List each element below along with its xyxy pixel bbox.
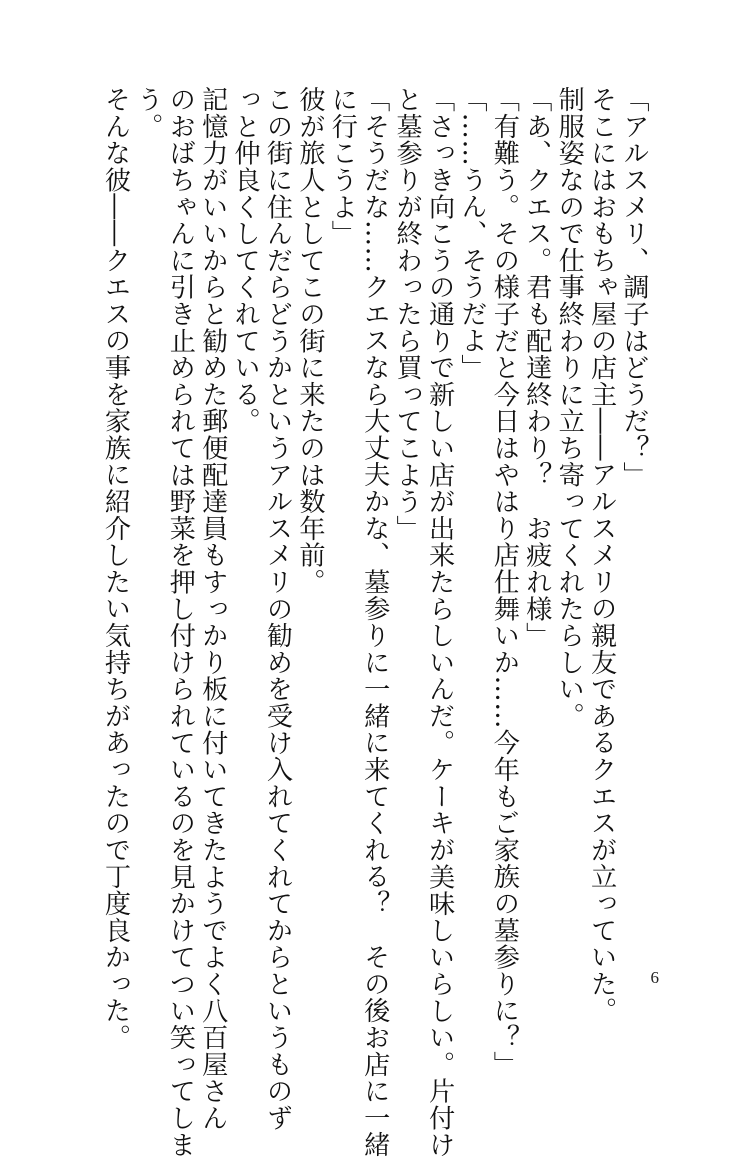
text-line: 「そうだな……クエスなら大丈夫かな、墓参りに一緒に来てくれる？ その後お店に一緒 bbox=[359, 86, 390, 1158]
text-line: 「有難う。その様子だと今日はやはり店仕舞いか……今年もご家族の墓参りに？」 bbox=[489, 86, 520, 1078]
text-line: のおばちゃんに引き止められては野菜を押し付けられているのを見かけてつい笑ってしま bbox=[165, 86, 196, 1158]
text-line: 記憶力がいいからと勧めた郵便配達員もすっかり板に付いてきたようでよく八百屋さん bbox=[197, 86, 228, 1132]
text-line: と墓参りが終わったら買ってこよう」 bbox=[392, 86, 423, 542]
page-number: 6 bbox=[650, 968, 659, 987]
text-line: に行こうよ」 bbox=[327, 86, 358, 247]
text-line: 「アルスメリ、調子はどうだ？」 bbox=[619, 86, 649, 488]
text-line: 「あ、クエス。君も配達終わり？ お疲れ様」 bbox=[521, 86, 552, 649]
text-line: この街に住んだらどうかというアルスメリの勧めを受け入れてくれてからというものず bbox=[262, 86, 293, 1132]
text-line: 「さっき向こうの通りで新しい店が出来たらしいんだ。ケーキが美味しいらしい。片付け bbox=[424, 86, 455, 1158]
text-line: 制服姿なので仕事終わりに立ち寄ってくれたらしい。 bbox=[554, 86, 585, 730]
text-line: そこにはおもちゃ屋の店主――アルスメリの親友であるクエスが立っていた。 bbox=[586, 86, 617, 1024]
vertical-text-body bbox=[50, 86, 650, 1158]
text-line: そんな彼――クエスの事を家族に紹介したい気持ちがあったので丁度良かった。 bbox=[100, 86, 131, 1051]
text-line: 「……うん、そうだよ」 bbox=[456, 86, 487, 381]
text-line: っと仲良くしてくれている。 bbox=[230, 86, 261, 435]
text-line: 彼が旅人としてこの街に来たのは数年前。 bbox=[294, 86, 325, 596]
text-line: う。 bbox=[132, 86, 163, 140]
